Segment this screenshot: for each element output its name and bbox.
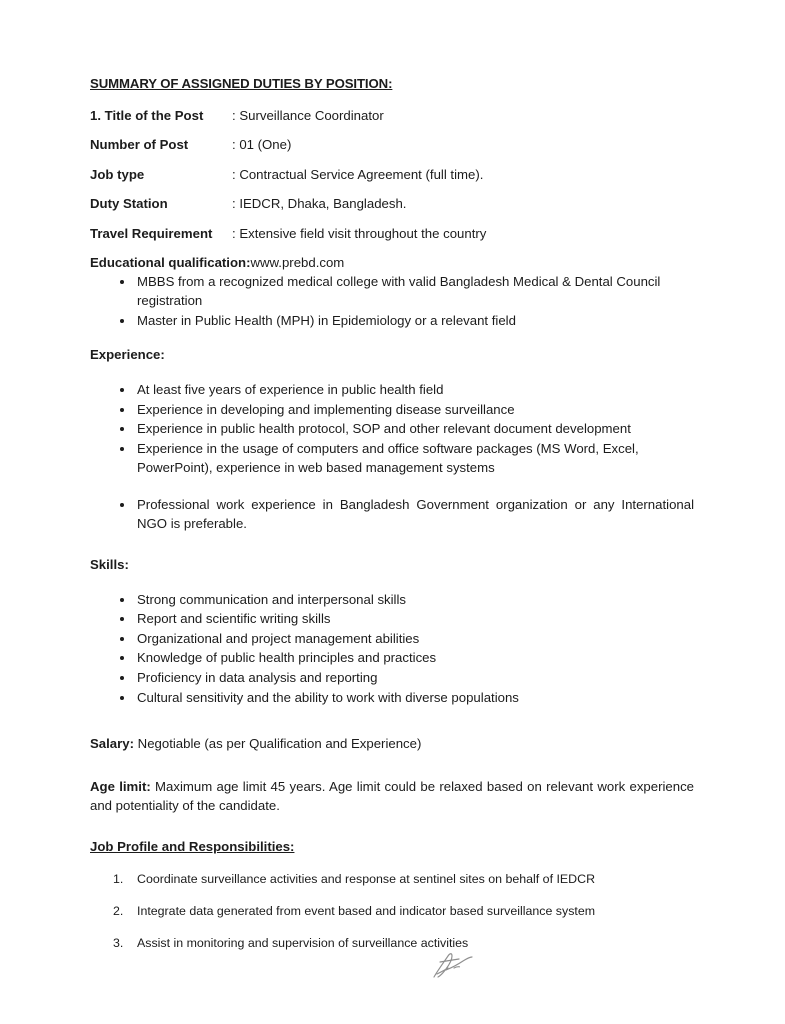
job-profile-list [90, 871, 694, 953]
list-item: Assist in monitoring and supervision of surveillance activities [137, 936, 469, 951]
list-item: Professional work experience in Bangladesh Government organization or any International NGO is preferable. [90, 495, 694, 534]
spacer [90, 330, 694, 347]
field-value: : 01 (One) [232, 137, 292, 153]
field-label: Duty Station [90, 196, 168, 212]
list-item: Knowledge of public health principles and practices [90, 648, 694, 668]
document-body [90, 76, 694, 967]
field-label: Travel Requirement [90, 225, 213, 241]
field-row-travel-requirement [90, 226, 694, 243]
spacer [90, 854, 694, 871]
field-row-job-type [90, 167, 694, 184]
field-row-duty-station [90, 196, 694, 213]
list-item: Experience in the usage of computers and office software packages (MS Word, Excel, PowerPoint), experience in web based management systems [90, 439, 694, 478]
educational-qualification-list [90, 272, 694, 331]
list-item: Integrate data generated from event based and indicator based surveillance system [137, 904, 596, 919]
field-value: : IEDCR, Dhaka, Bangladesh. [232, 196, 407, 212]
salary-label: Salary: [90, 736, 134, 752]
signature-mark [424, 950, 480, 982]
list-item: Strong communication and interpersonal skills [90, 590, 694, 610]
list-item: Proficiency in data analysis and reporting [90, 668, 694, 688]
spacer [90, 707, 694, 734]
field-label: 1. Title of the Post [90, 107, 204, 123]
list-item: Experience in public health protocol, SOP and other relevant document development [90, 419, 694, 439]
spacer [90, 816, 694, 839]
experience-heading: Experience: [90, 347, 165, 363]
spacer [90, 573, 694, 590]
age-limit-value: Maximum age limit 45 years. Age limit could be relaxed based on relevant work experience and potentiality of the candidate. [90, 778, 695, 814]
field-row-number-of-post [90, 137, 694, 154]
list-item: At least five years of experience in public health field [90, 380, 694, 400]
educational-qualification-label: Educational qualification: [90, 255, 251, 271]
salary-value: Negotiable (as per Qualification and Experience) [134, 736, 422, 752]
field-value: : Contractual Service Agreement (full time). [232, 166, 484, 182]
salary-paragraph [90, 734, 694, 754]
list-item: Master in Public Health (MPH) in Epidemiology or a relevant field [90, 311, 694, 331]
list-item: Coordinate surveillance activities and response at sentinel sites on behalf of IEDCR [137, 872, 596, 887]
field-row-title-of-the-post [90, 108, 694, 125]
experience-list [90, 380, 694, 534]
page-title: SUMMARY OF ASSIGNED DUTIES BY POSITION: [90, 76, 393, 91]
field-value: : Extensive field visit throughout the country [232, 225, 487, 241]
field-label: Job type [90, 166, 145, 182]
educational-qualification-heading [90, 255, 694, 272]
field-value: : Surveillance Coordinator [232, 107, 384, 123]
list-item: Organizational and project management abilities [90, 629, 694, 649]
list-item: MBBS from a recognized medical college with valid Bangladesh Medical & Dental Council registration [90, 272, 694, 311]
list-item: Experience in developing and implementing disease surveillance [90, 400, 694, 420]
position-details-list [90, 108, 694, 243]
age-limit-label: Age limit: [90, 778, 151, 794]
educational-qualification-trailing-text: www.prebd.com [250, 255, 345, 271]
field-label: Number of Post [90, 137, 189, 153]
skills-heading: Skills: [90, 557, 129, 572]
spacer [90, 534, 694, 557]
skills-list [90, 590, 694, 707]
job-profile-heading: Job Profile and Responsibilities: [90, 838, 295, 854]
list-item: Report and scientific writing skills [90, 609, 694, 629]
spacer [90, 363, 694, 380]
spacer [90, 754, 694, 777]
list-item: Cultural sensitivity and the ability to work with diverse populations [90, 688, 694, 708]
age-limit-paragraph [90, 777, 694, 816]
